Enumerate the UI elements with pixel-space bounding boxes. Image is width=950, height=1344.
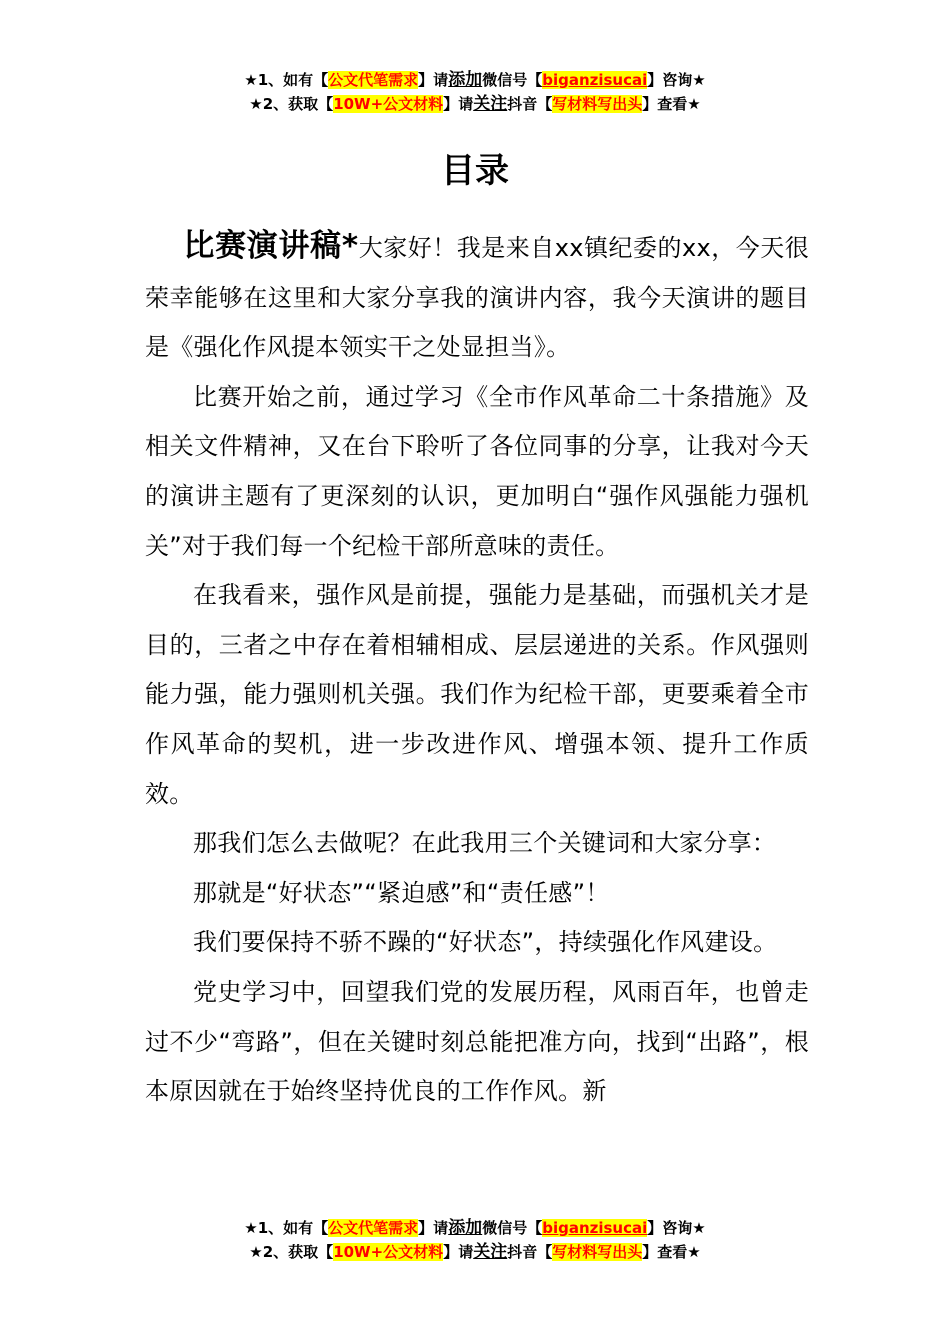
promo-emphasis: 添加 — [448, 70, 483, 90]
promo-douyin-account: 写材料写出头 — [552, 1243, 643, 1261]
promo-text: 】咨询★ — [647, 71, 706, 89]
promo-text: 微信号【 — [482, 1219, 543, 1237]
header-promo-banner — [0, 68, 950, 116]
footer-promo-banner — [0, 1216, 950, 1264]
promo-text: 】请 — [443, 95, 474, 113]
promo-line-2 — [0, 1240, 950, 1264]
promo-text: 】咨询★ — [647, 1219, 706, 1237]
promo-line-1 — [0, 1216, 950, 1240]
promo-highlight-materials: 10W+公文材料 — [333, 95, 444, 113]
promo-text: 】请 — [418, 71, 449, 89]
speech-heading: 比赛演讲稿* — [183, 228, 359, 264]
promo-emphasis: 添加 — [448, 1218, 483, 1238]
promo-highlight-materials: 10W+公文材料 — [333, 1243, 444, 1261]
promo-text: 】请 — [418, 1219, 449, 1237]
paragraph: 我们要保持不骄不躁的“好状态”，持续强化作风建设。 — [193, 928, 778, 957]
paragraph: 党史学习中，回望我们党的发展历程，风雨百年，也曾走过不少“弯路”，但在关键时刻总能把准方向，找到“出路”，根本原因就在于始终坚持优良的工作作风。新 — [145, 977, 809, 1106]
promo-line-1 — [0, 68, 950, 92]
paragraph-text: 大家好！我是来自xx镇纪委的xx，今天很荣幸能够在这里和大家分享我的演讲内容，我今天演讲的题目是《强化作风提本领实干之处显担当》。 — [145, 234, 810, 362]
paragraph: 在我看来，强作风是前提，强能力是基础，而强机关才是目的，三者之中存在着相辅相成、层层递进的关系。作风强则能力强，能力强则机关强。我们作为纪检干部，更要乘着全市作风革命的契机，进一步改进作风、增强本领、提升工作质效。 — [145, 581, 809, 808]
promo-line-2 — [0, 92, 950, 116]
paragraph: 那就是“好状态”“紧迫感”和“责任感”！ — [193, 878, 610, 907]
promo-highlight-service: 公文代笔需求 — [328, 71, 419, 89]
paragraph — [145, 222, 809, 373]
promo-text: 微信号【 — [482, 71, 543, 89]
promo-wechat-id: biganzisucai — [542, 71, 648, 89]
promo-emphasis: 关注 — [473, 1242, 508, 1262]
promo-highlight-service: 公文代笔需求 — [328, 1219, 419, 1237]
promo-emphasis: 关注 — [473, 94, 508, 114]
promo-wechat-id: biganzisucai — [542, 1219, 648, 1237]
promo-douyin-account: 写材料写出头 — [552, 95, 643, 113]
document-body — [145, 222, 809, 1117]
promo-text: ★1、如有【 — [244, 1219, 329, 1237]
promo-text: ★2、获取【 — [249, 1243, 334, 1261]
paragraph: 比赛开始之前，通过学习《全市作风革命二十条措施》及相关文件精神，又在台下聆听了各位同事的分享，让我对今天的演讲主题有了更深刻的认识，更加明白“强作风强能力强机关”对于我们每一个纪检干部所意味的责任。 — [145, 382, 809, 560]
document-title: 目录 — [441, 151, 509, 191]
promo-text: 抖音【 — [507, 95, 553, 113]
paragraph: 那我们怎么去做呢？在此我用三个关键词和大家分享： — [193, 829, 777, 858]
promo-text: ★1、如有【 — [244, 71, 329, 89]
promo-text: 抖音【 — [507, 1243, 553, 1261]
promo-text: 】请 — [443, 1243, 474, 1261]
promo-text: 】查看★ — [642, 95, 701, 113]
promo-text: ★2、获取【 — [249, 95, 334, 113]
promo-text: 】查看★ — [642, 1243, 701, 1261]
